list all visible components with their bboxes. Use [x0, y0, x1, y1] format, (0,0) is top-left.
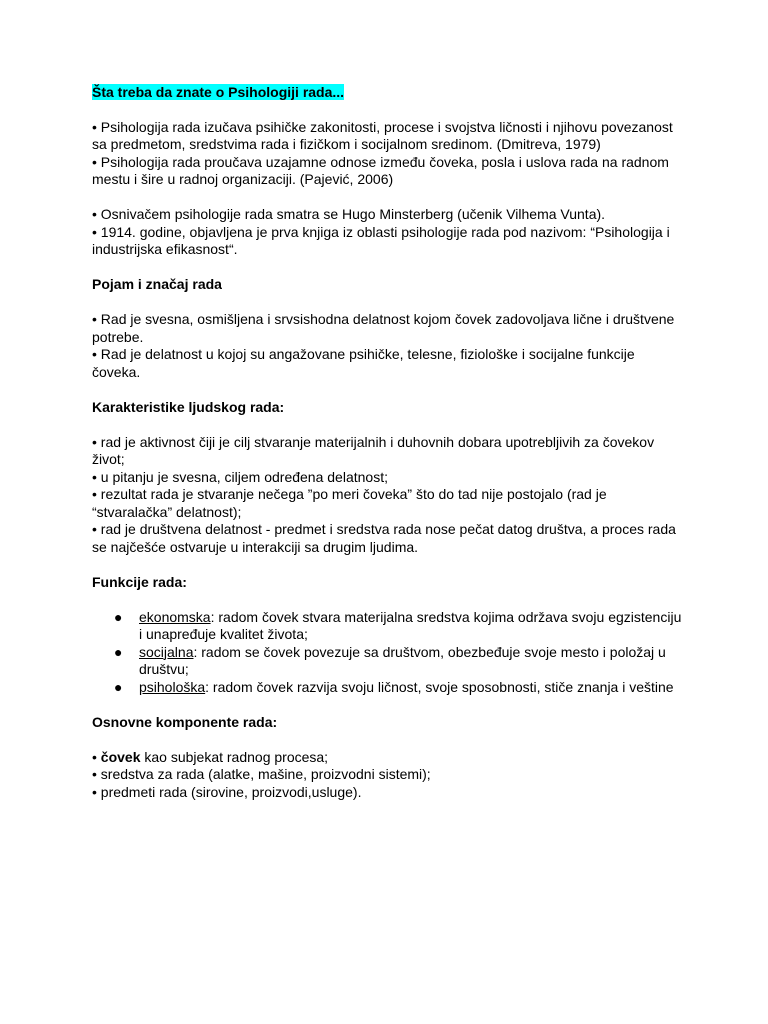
pojam-paragraph-1: • Rad je svesna, osmišljena i srvsishodna delatnost kojom čovek zadovoljava lične i društvene potrebe. [92, 311, 675, 345]
bullet-dot: ● [114, 643, 123, 660]
term-psiholoska: psihološka [139, 678, 206, 695]
spacer [92, 416, 682, 434]
term-description: kao subjekat radnog procesa; [140, 748, 329, 765]
pojam-paragraph-2: • Rad je delatnost u kojoj su angažovane psihičke, telesne, fiziološke i socijalne funkcije čoveka. [92, 346, 635, 380]
term-description: : radom čovek stvara materijalna sredstva kojima održava svoju egzistenciju i unapređuje kvalitet života; [139, 608, 682, 642]
bullet-dot: ● [114, 678, 123, 695]
list-item [114, 608, 682, 644]
funkcije-list [92, 609, 682, 697]
komponente-item-1 [92, 749, 682, 767]
spacer [92, 731, 682, 749]
komponente-item-3: • predmeti rada (sirovine, proizvodi,usluge). [92, 783, 362, 800]
term-ekonomska: ekonomska [139, 608, 211, 625]
intro-paragraph-1: • Psihologija rada izučava psihičke zakonitosti, procese i svojstva ličnosti i njihovu povezanost sa predmetom, sredstvima rada i fizičkom i socijalnom sredinom. (Dmitreva, 1979) [92, 118, 673, 152]
bullet: • [92, 748, 101, 765]
spacer [92, 189, 682, 207]
spacer [92, 294, 682, 312]
heading-karakteristike: Karakteristike ljudskog rada: [92, 398, 285, 415]
intro-paragraph-2: • Psihologija rada proučava uzajamne odnose između čoveka, posla i uslova rada na radnom mestu i šire u radnoj organizaciji. (Pajević, 2006) [92, 153, 669, 187]
karakteristike-item-2: • u pitanju je svesna, ciljem određena delatnost; [92, 468, 388, 485]
document-title [92, 84, 682, 102]
history-paragraph-1: • Osnivačem psihologije rada smatra se Hugo Minsterberg (učenik Vilhema Vunta). [92, 206, 606, 222]
karakteristike-item-4: • rad je društvena delatnost - predmet i sredstva rada nose pečat datog društva, a proces rada se najčešće ostvaruje u interakciji sa drugim ljudima. [92, 521, 676, 555]
spacer [92, 259, 682, 277]
term-covek: čovek [100, 748, 141, 765]
spacer [92, 556, 682, 574]
spacer [92, 696, 682, 714]
karakteristike-item-1: • rad je aktivnost čiji je cilj stvaranje materijalnih i duhovnih dobara upotrebljivih za čovekov život; [92, 433, 655, 467]
term-socijalna: socijalna [139, 643, 194, 660]
komponente-item-2: • sredstva za rada (alatke, mašine, proizvodni sistemi); [92, 766, 431, 782]
list-item [114, 643, 682, 679]
spacer [92, 381, 682, 399]
bullet-dot: ● [114, 608, 123, 625]
document-page [92, 84, 682, 801]
term-description: : radom čovek razvija svoju ličnost, svoje sposobnosti, stiče znanja i veštine [205, 678, 674, 695]
title-highlight: Šta treba da znate o Psihologiji rada... [92, 84, 345, 100]
spacer [92, 591, 682, 609]
list-item [114, 678, 682, 697]
karakteristike-item-3: • rezultat rada je stvaranje nečega ”po meri čoveka” što do tad nije postojalo (rad je “stvaralačka” delatnost); [92, 486, 607, 520]
term-description: : radom se čovek povezuje sa društvom, obezbeđuje svoje mesto i položaj u društvu; [139, 643, 666, 677]
history-paragraph-2: • 1914. godine, objavljena je prva knjiga iz oblasti psihologije rada pod nazivom: “Psihologija i industrijska efikasnost“. [92, 223, 670, 257]
heading-funkcije: Funkcije rada: [92, 573, 187, 590]
heading-komponente: Osnovne komponente rada: [92, 713, 278, 730]
heading-pojam: Pojam i značaj rada [92, 276, 222, 292]
